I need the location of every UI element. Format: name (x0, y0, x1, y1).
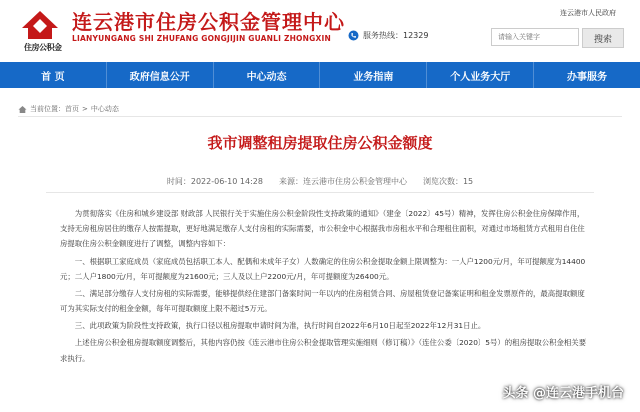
article-paragraph: 上述住房公积金租房提取额度调整后，其他内容仍按《连云港市住房公积金提取管理实施细则（修订稿）》（连住公委〔2020〕5号）的租房提取公积金相关要求执行。 (60, 338, 587, 363)
article-paragraph: 为贯彻落实《住房和城乡建设部 财政部 人民银行关于实施住房公积金阶段性支持政策的通知》（建金〔2022〕45号）精神，发挥住房公积金住房保障作用，支持无房租房居住的缴存人按需提取，更好地满足缴存人支付房租的实际需要，市公积金中心根据我市房租水平和合理租住面积，对通过市场租赁方式租用自住住房提取住房公积金额度进行了调整，调整内容如下： (60, 209, 585, 249)
breadcrumb (18, 104, 119, 114)
site-header (0, 0, 640, 60)
house-logo-icon (16, 8, 64, 42)
meta-divider (46, 192, 594, 193)
search-button[interactable]: 搜索 (582, 28, 624, 48)
breadcrumb-home[interactable]: 当前位置：首页 (30, 105, 79, 113)
hotline (348, 30, 452, 41)
watermark: 头条 @连云港手机台 (502, 386, 624, 401)
nav-item-news[interactable]: 中心动态 (214, 62, 321, 88)
site-logo[interactable] (16, 8, 64, 52)
article-paragraph: 一、根据职工家庭成员（家庭成员包括职工本人、配偶和未成年子女）人数确定的住房公积金提取金额上限调整为：一人户1200元/月，年可提额度为14400元；二人户1800元/月，年可提额度为21600元；三人及以上户2200元/月，年可提额度为26400元。 (60, 256, 586, 281)
home-icon (18, 105, 27, 114)
breadcrumb-divider (18, 116, 622, 117)
breadcrumb-current[interactable]: 中心动态 (90, 105, 119, 113)
article-paragraph: 三、此项政策为阶段性支持政策，执行口径以租房提取申请时间为准，执行时间自2022年6月10日起至2022年12月31日止。 (74, 321, 486, 331)
article-title: 我市调整租房提取住房公积金额度 (207, 134, 433, 152)
phone-icon (348, 30, 359, 41)
main-nav (0, 62, 640, 88)
logo-text: 住房公积金 (24, 43, 62, 52)
article-meta: 时间：2022-06-10 14:28 来源：连云港市住房公积金管理中心 浏览次数：15 (166, 177, 474, 186)
hotline-text: 服务热线：12329 (363, 31, 429, 40)
site-title: 连云港市住房公积金管理中心 (72, 10, 345, 34)
breadcrumb-separator: > (82, 105, 88, 113)
nav-item-personal[interactable]: 个人业务大厅 (427, 62, 534, 88)
nav-item-home[interactable]: 首 页 (0, 62, 107, 88)
article-paragraph: 二、满足部分缴存人支付房租的实际需要，能够提供经住建部门备案时间一年以内的住房租赁合同、房屋租赁登记备案证明和租金发票原件的，最高提取额度可为其实际支付的租金金额，每年可提取额度上限不超过5万元。 (60, 288, 585, 314)
nav-item-guide[interactable]: 业务指南 (320, 62, 427, 88)
gov-link[interactable]: 连云港市人民政府 (560, 9, 616, 17)
nav-item-gov-info[interactable]: 政府信息公开 (107, 62, 214, 88)
search-input[interactable] (491, 28, 579, 46)
site-subtitle: LIANYUNGANG SHI ZHUFANG GONGJIJIN GUANLI ZHONGXIN (72, 34, 331, 43)
article-body (60, 206, 590, 368)
nav-item-services[interactable]: 办事服务 (567, 71, 608, 83)
